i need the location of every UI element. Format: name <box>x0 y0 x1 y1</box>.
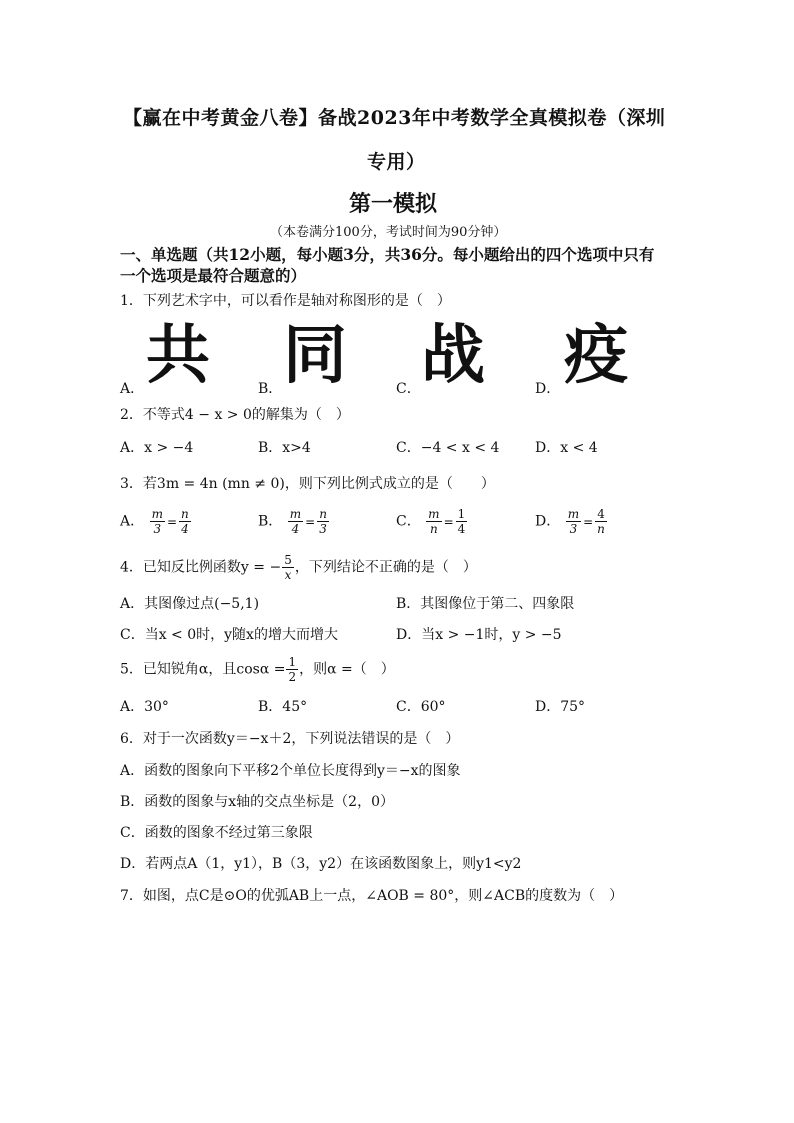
denominator: n <box>430 522 438 536</box>
q1-option-c-label: C． <box>396 381 421 397</box>
equals-sign: = <box>305 514 316 529</box>
q4-option-c: C．当x < 0时，y随x的增大而增大 <box>120 627 338 643</box>
q5-stem-suffix: ，则α =（ ） <box>299 661 395 678</box>
q2-option-c: C．−4 < x < 4 <box>396 440 500 456</box>
exam-note: （本卷满分100分，考试时间为90分钟） <box>270 225 507 240</box>
numerator: 1 <box>457 507 466 521</box>
numerator: m <box>289 507 302 521</box>
q1-option-b-character: 同 <box>283 319 347 393</box>
exam-title-line2: 专用） <box>367 151 426 173</box>
exam-subtitle: 第一模拟 <box>349 191 438 217</box>
q3-option-a-label: A． <box>120 513 145 530</box>
q3-a-right-fraction <box>179 507 191 536</box>
q1-option-d-character: 疫 <box>564 319 628 393</box>
q5-option-b: B．45° <box>258 699 308 715</box>
numerator: m <box>151 507 163 521</box>
q3-a-left-fraction <box>150 507 165 536</box>
exam-title-line1: 【赢在中考黄金八卷】备战2023年中考数学全真模拟卷（深圳 <box>123 107 666 129</box>
q4-fraction <box>282 553 294 582</box>
denominator: 3 <box>153 522 162 536</box>
q3-b-right-fraction <box>317 507 329 536</box>
q3-option-c <box>396 507 468 536</box>
numerator: m <box>567 507 580 521</box>
q4-option-d: D．当x > −1时，y > −5 <box>396 627 562 643</box>
numerator: 5 <box>284 553 292 567</box>
numerator: n <box>181 507 189 521</box>
q6-option-a: A．函数的图象向下平移2个单位长度得到y＝−x的图象 <box>120 763 461 779</box>
q4-option-a: A．其图像过点(−5,1) <box>120 596 260 612</box>
question-6-stem: 6．对于一次函数y＝−x＋2，下列说法错误的是（ ） <box>120 731 460 747</box>
equals-sign: = <box>443 514 454 529</box>
denominator: x <box>284 568 292 582</box>
q3-d-right-fraction <box>595 507 607 536</box>
question-2-stem: 2．不等式4 − x > 0的解集为（ ） <box>120 407 350 423</box>
numerator: 1 <box>288 655 297 669</box>
q4-stem-prefix: 4．已知反比例函数y = − <box>120 559 282 576</box>
q5-fraction <box>286 655 298 684</box>
denominator: 3 <box>569 522 578 536</box>
question-1-stem: 1．下列艺术字中，可以看作是轴对称图形的是（ ） <box>120 293 451 309</box>
question-7-stem: 7．如图，点C是⊙O的优弧AB上一点，∠AOB = 80°，则∠ACB的度数为（ ） <box>120 888 624 904</box>
q5-option-a: A．30° <box>120 699 169 715</box>
q2-option-b: B．x>4 <box>258 440 311 456</box>
section-heading-line2: 一个选项是最符合题意的） <box>120 266 307 285</box>
q5-option-d: D．75° <box>535 699 586 715</box>
denominator: n <box>597 522 605 536</box>
q6-option-c: C．函数的图象不经过第三象限 <box>120 825 313 841</box>
question-5-stem <box>120 655 395 684</box>
numerator: n <box>319 507 327 521</box>
q3-c-right-fraction <box>456 507 468 536</box>
q3-option-d <box>535 507 608 536</box>
q6-option-d: D．若两点A（1，y1），B（3，y2）在该函数图象上，则y1<y2 <box>120 856 522 872</box>
q1-option-c-character: 战 <box>421 319 485 393</box>
q1-option-a-character: 共 <box>146 319 210 393</box>
denominator: 2 <box>288 670 297 684</box>
q5-option-c: C．60° <box>396 699 446 715</box>
q3-option-a <box>120 507 192 536</box>
question-4-stem <box>120 553 477 582</box>
q3-option-b-label: B． <box>258 513 283 530</box>
q3-option-c-label: C． <box>396 513 421 530</box>
denominator: 4 <box>457 522 466 536</box>
q5-stem-prefix: 5．已知锐角α，且cosα = <box>120 661 286 678</box>
numerator: m <box>428 507 440 521</box>
question-3-stem: 3．若3m = 4n (mn ≠ 0)，则下列比例式成立的是（ ） <box>120 476 495 492</box>
denominator: 4 <box>291 522 300 536</box>
q3-option-d-label: D． <box>535 513 561 530</box>
q2-option-a: A．x > −4 <box>120 440 194 456</box>
q4-stem-suffix: ，下列结论不正确的是（ ） <box>294 559 477 576</box>
equals-sign: = <box>583 514 594 529</box>
q3-d-left-fraction <box>566 507 581 536</box>
denominator: 3 <box>319 522 327 536</box>
denominator: 4 <box>181 522 189 536</box>
q1-option-d-label: D． <box>535 381 561 397</box>
q1-option-b-label: B． <box>258 381 283 397</box>
q6-option-b: B．函数的图象与x轴的交点坐标是（2，0） <box>120 794 394 810</box>
q3-c-left-fraction <box>426 507 441 536</box>
q3-b-left-fraction <box>288 507 303 536</box>
q3-option-b <box>258 507 330 536</box>
q2-option-d: D．x < 4 <box>535 440 598 456</box>
section-heading-line1: 一、单选题（共12小题，每小题3分，共36分。每小题给出的四个选项中只有 <box>120 245 655 264</box>
q1-option-a-label: A． <box>120 381 145 397</box>
numerator: 4 <box>595 507 607 522</box>
equals-sign: = <box>166 514 178 529</box>
q4-option-b: B．其图像位于第二、四象限 <box>396 596 575 612</box>
